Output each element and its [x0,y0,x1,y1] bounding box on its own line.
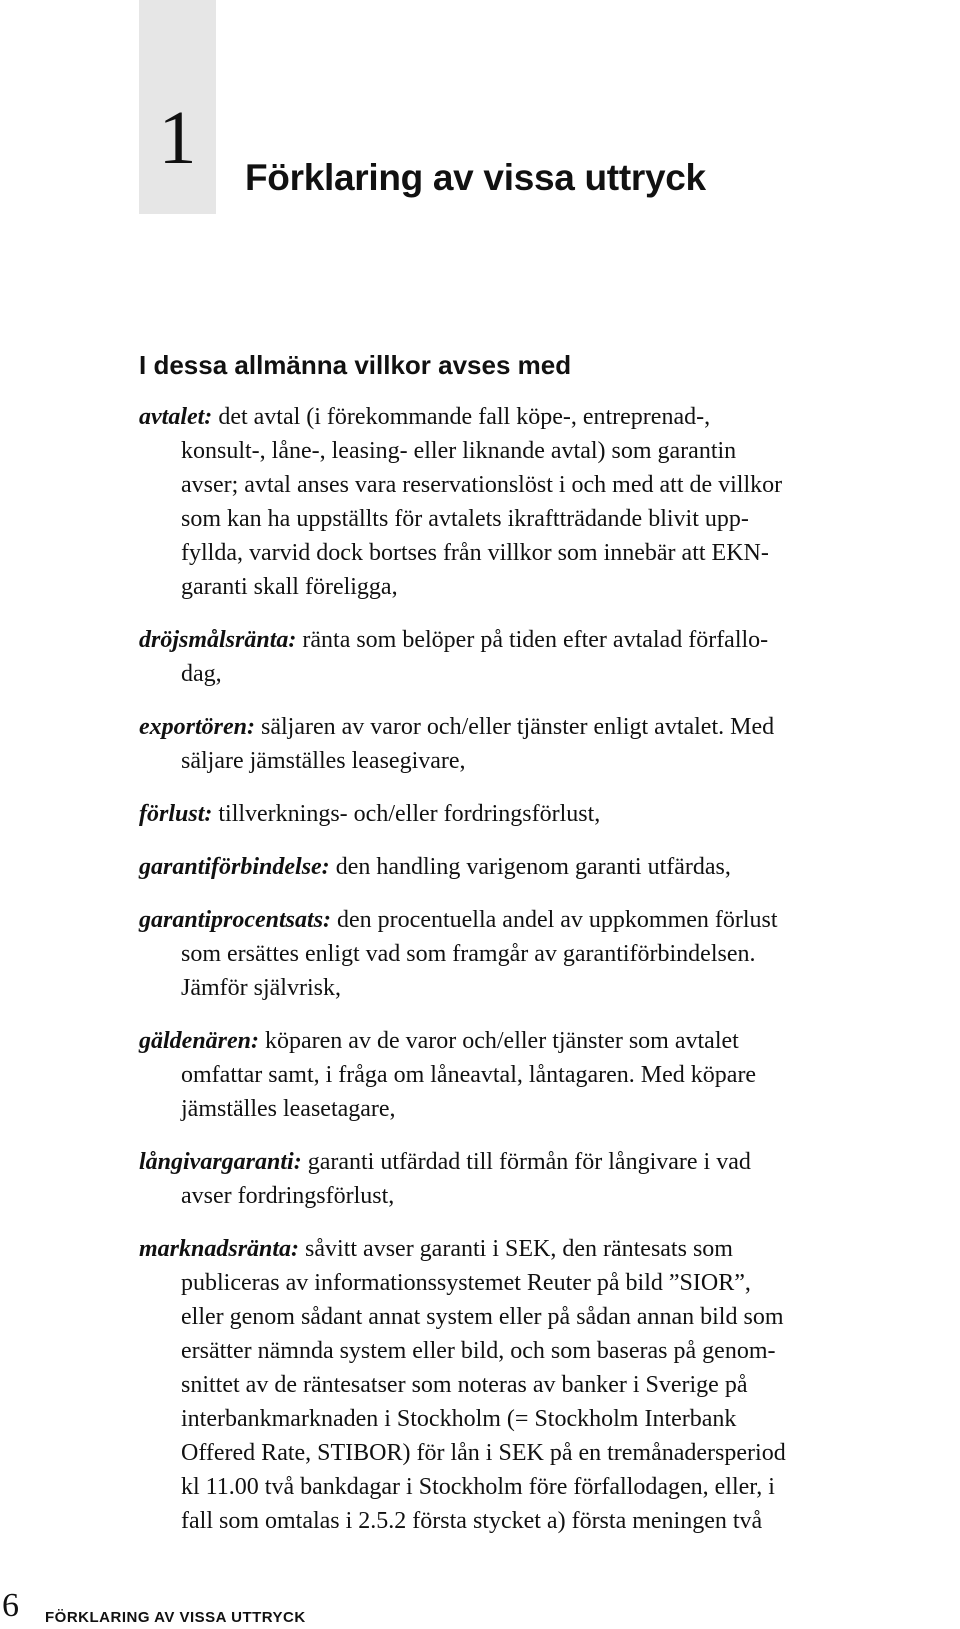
definition-garantiforbindelse [139,850,960,884]
definition-forlust [139,797,960,831]
definition-avtalet [139,400,960,604]
definition-text: köparen av de varor och/eller tjänster som avtalet omfattar samt, i fråga om låneavtal, låntagaren. Med köpare jämställes leasetagare, [181,1028,757,1122]
definition-term: långivargaranti: [139,1149,302,1175]
definition-term: avtalet: [139,404,213,430]
definition-drojsmalsranta [139,623,960,691]
definition-text: den handling varigenom garanti utfärdas, [335,854,731,880]
running-footer: FÖRKLARING AV VISSA UTTRYCK [45,1609,306,1626]
definition-text: den procentuella andel av uppkommen förlust som ersättes enligt vad som framgår av garantiförbindelsen. Jämför självrisk, [181,907,778,1001]
definition-text: såvitt avser garanti i SEK, den räntesats som publiceras av informationssystemet Reuter på bild ”SIOR”, eller genom sådant annat system eller på sådan annan bild som ersätter nämnda system eller bild, och som baseras på genom- snittet av de räntesatser som noteras av banker i Sverige på interbankmarknaden i Stockholm (= Stockholm Interbank Offered Rate, STIBOR) för lån i SEK på en tremånadersperiod kl 11.00 två bankdagar i Stockholm före förfallodagen, eller, i fall som omtalas i 2.5.2 första stycket a) första meningen två [181,1236,786,1534]
definition-text: säljaren av varor och/eller tjänster enligt avtalet. Med säljare jämställes leasegivare, [181,714,775,774]
definition-text: ränta som belöper på tiden efter avtalad förfallo- dag, [181,627,769,687]
definitions-list [139,400,960,1557]
definition-term: exportören: [139,714,255,740]
definition-galdenaren [139,1024,960,1126]
chapter-number: 1 [158,96,197,180]
definition-garantiprocentsats [139,903,960,1005]
page-number: 6 [2,1587,19,1624]
chapter-title: Förklaring av vissa uttryck [245,157,706,198]
definition-term: garantiprocentsats: [139,907,332,933]
definition-term: förlust: [139,801,213,827]
definition-term: gäldenären: [139,1028,259,1054]
definition-term: dröjsmålsränta: [139,627,297,653]
definition-exportoren [139,710,960,778]
definition-langivargaranti [139,1145,960,1213]
section-heading: I dessa allmänna villkor avses med [139,350,572,380]
definition-marknadsranta [139,1232,960,1538]
definition-text: det avtal (i förekommande fall köpe-, entreprenad-, konsult-, låne-, leasing- eller liknande avtal) som garantin avser; avtal anses vara reservationslöst i och med att de villkor som kan ha uppställts för avtalets ikraftträdande blivit upp- fyllda, varvid dock bortses från villkor som innebär att EKN- garanti skall föreligga, [181,404,783,600]
definition-text: tillverknings- och/eller fordringsförlust, [218,801,601,827]
definition-term: marknadsränta: [139,1236,300,1262]
definition-text: garanti utfärdad till förmån för långivare i vad avser fordringsförlust, [181,1149,751,1209]
definition-term: garantiförbindelse: [139,854,330,880]
